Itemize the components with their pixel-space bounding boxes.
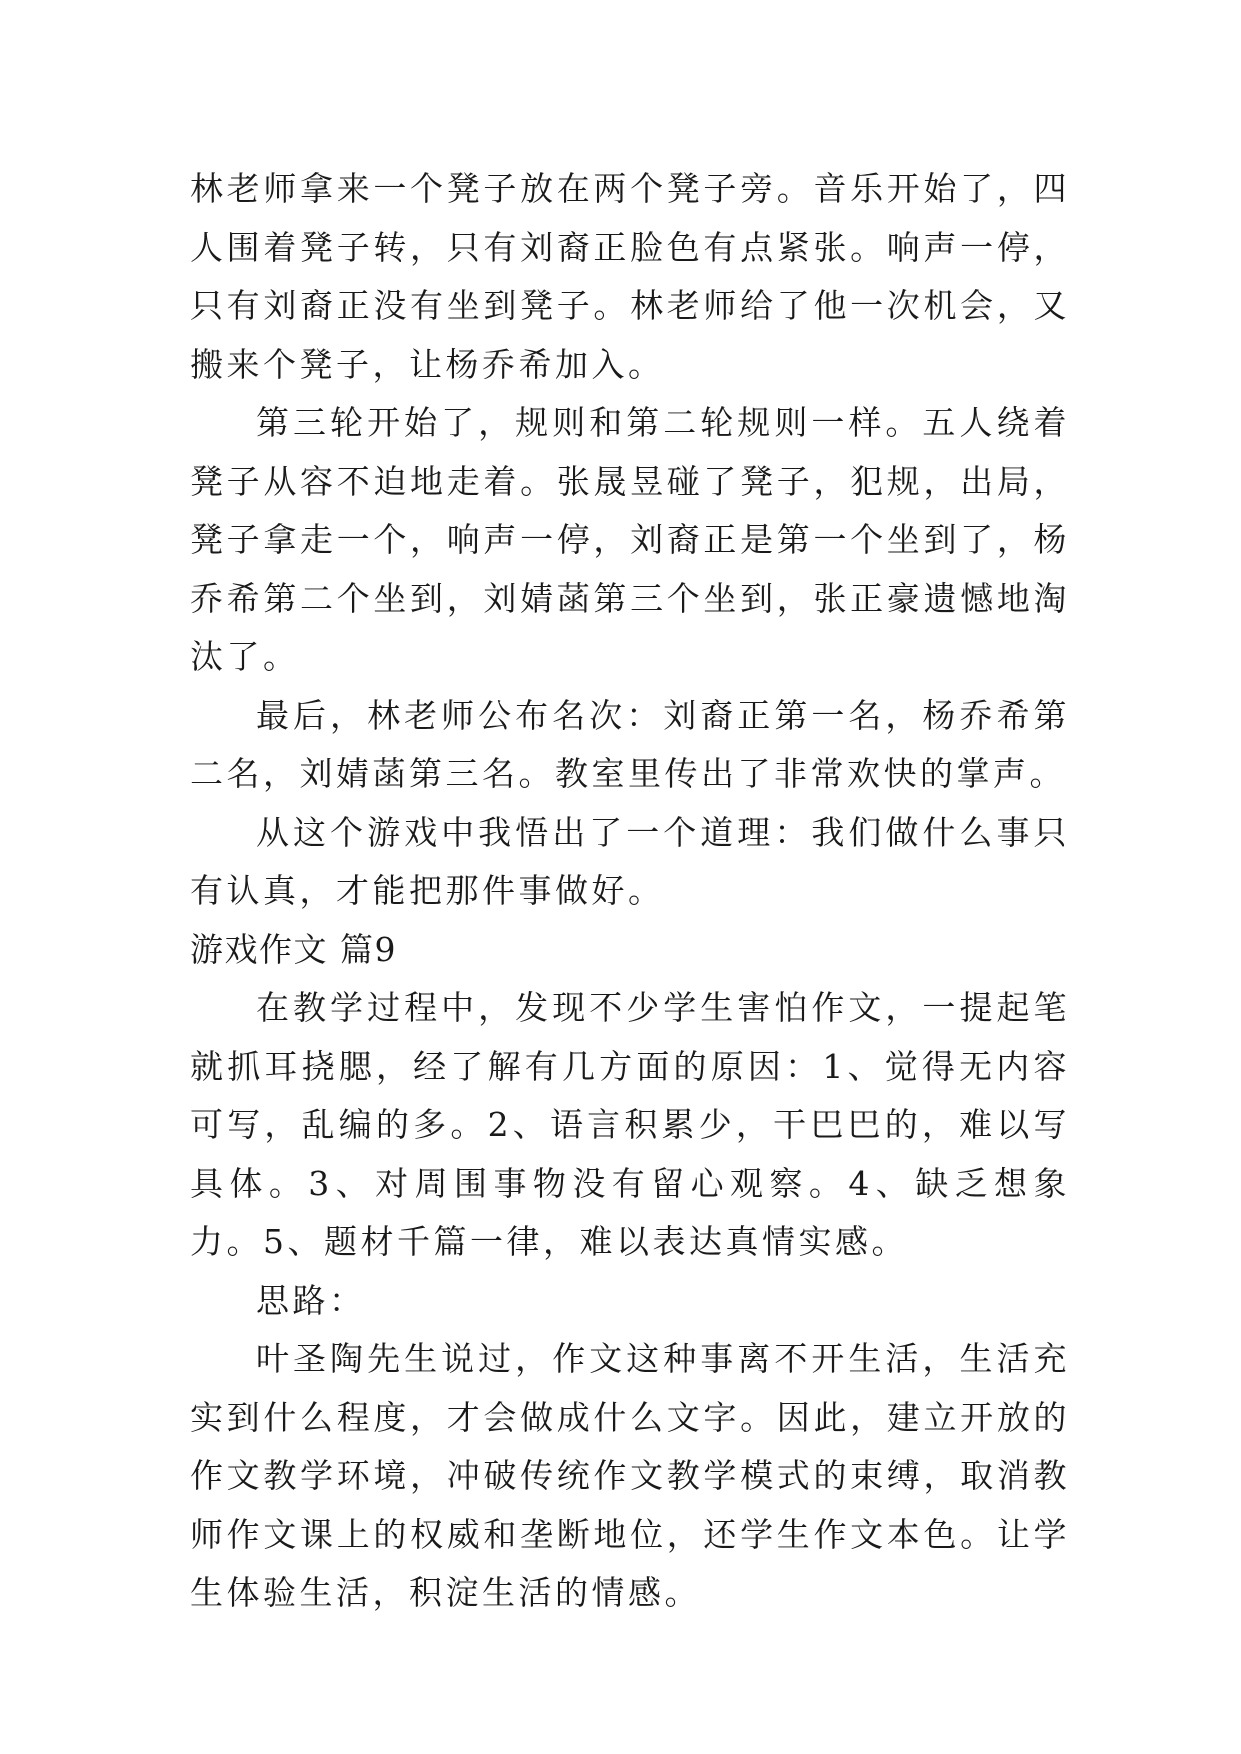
section-heading: 游戏作文 篇9: [190, 929, 397, 969]
paragraph: 从这个游戏中我悟出了一个道理：我们做什么事只有认真，才能把那件事做好。: [190, 812, 1070, 910]
paragraph: 在教学过程中，发现不少学生害怕作文，一提起笔就抓耳挠腮，经了解有几方面的原因：1、觉得无内容可写，乱编的多。2、语言积累少，干巴巴的，难以写具体。3、对周围事物没有留心观察。4、缺乏想象力。5、题材千篇一律，难以表达真情实感。: [190, 988, 1070, 1261]
paragraph: 林老师拿来一个凳子放在两个凳子旁。音乐开始了，四人围着凳子转，只有刘裔正脸色有点紧张。响声一停，只有刘裔正没有坐到凳子。林老师给了他一次机会，又搬来个凳子，让杨乔希加入。: [190, 169, 1070, 384]
paragraph: 叶圣陶先生说过，作文这种事离不开生活，生活充实到什么程度，才会做成什么文字。因此，建立开放的作文教学环境，冲破传统作文教学模式的束缚，取消教师作文课上的权威和垄断地位，还学生作文本色。让学生体验生活，积淀生活的情感。: [190, 1339, 1070, 1612]
paragraph: 思路：: [256, 1280, 366, 1320]
document-body: [190, 160, 1070, 1623]
paragraph: 最后，林老师公布名次：刘裔正第一名，杨乔希第二名，刘婧菡第三名。教室里传出了非常欢快的掌声。: [190, 695, 1070, 793]
paragraph: 第三轮开始了，规则和第二轮规则一样。五人绕着凳子从容不迫地走着。张晟昱碰了凳子，犯规，出局，凳子拿走一个，响声一停，刘裔正是第一个坐到了，杨乔希第二个坐到，刘婧菡第三个坐到，张正豪遗憾地淘汰了。: [190, 403, 1070, 676]
